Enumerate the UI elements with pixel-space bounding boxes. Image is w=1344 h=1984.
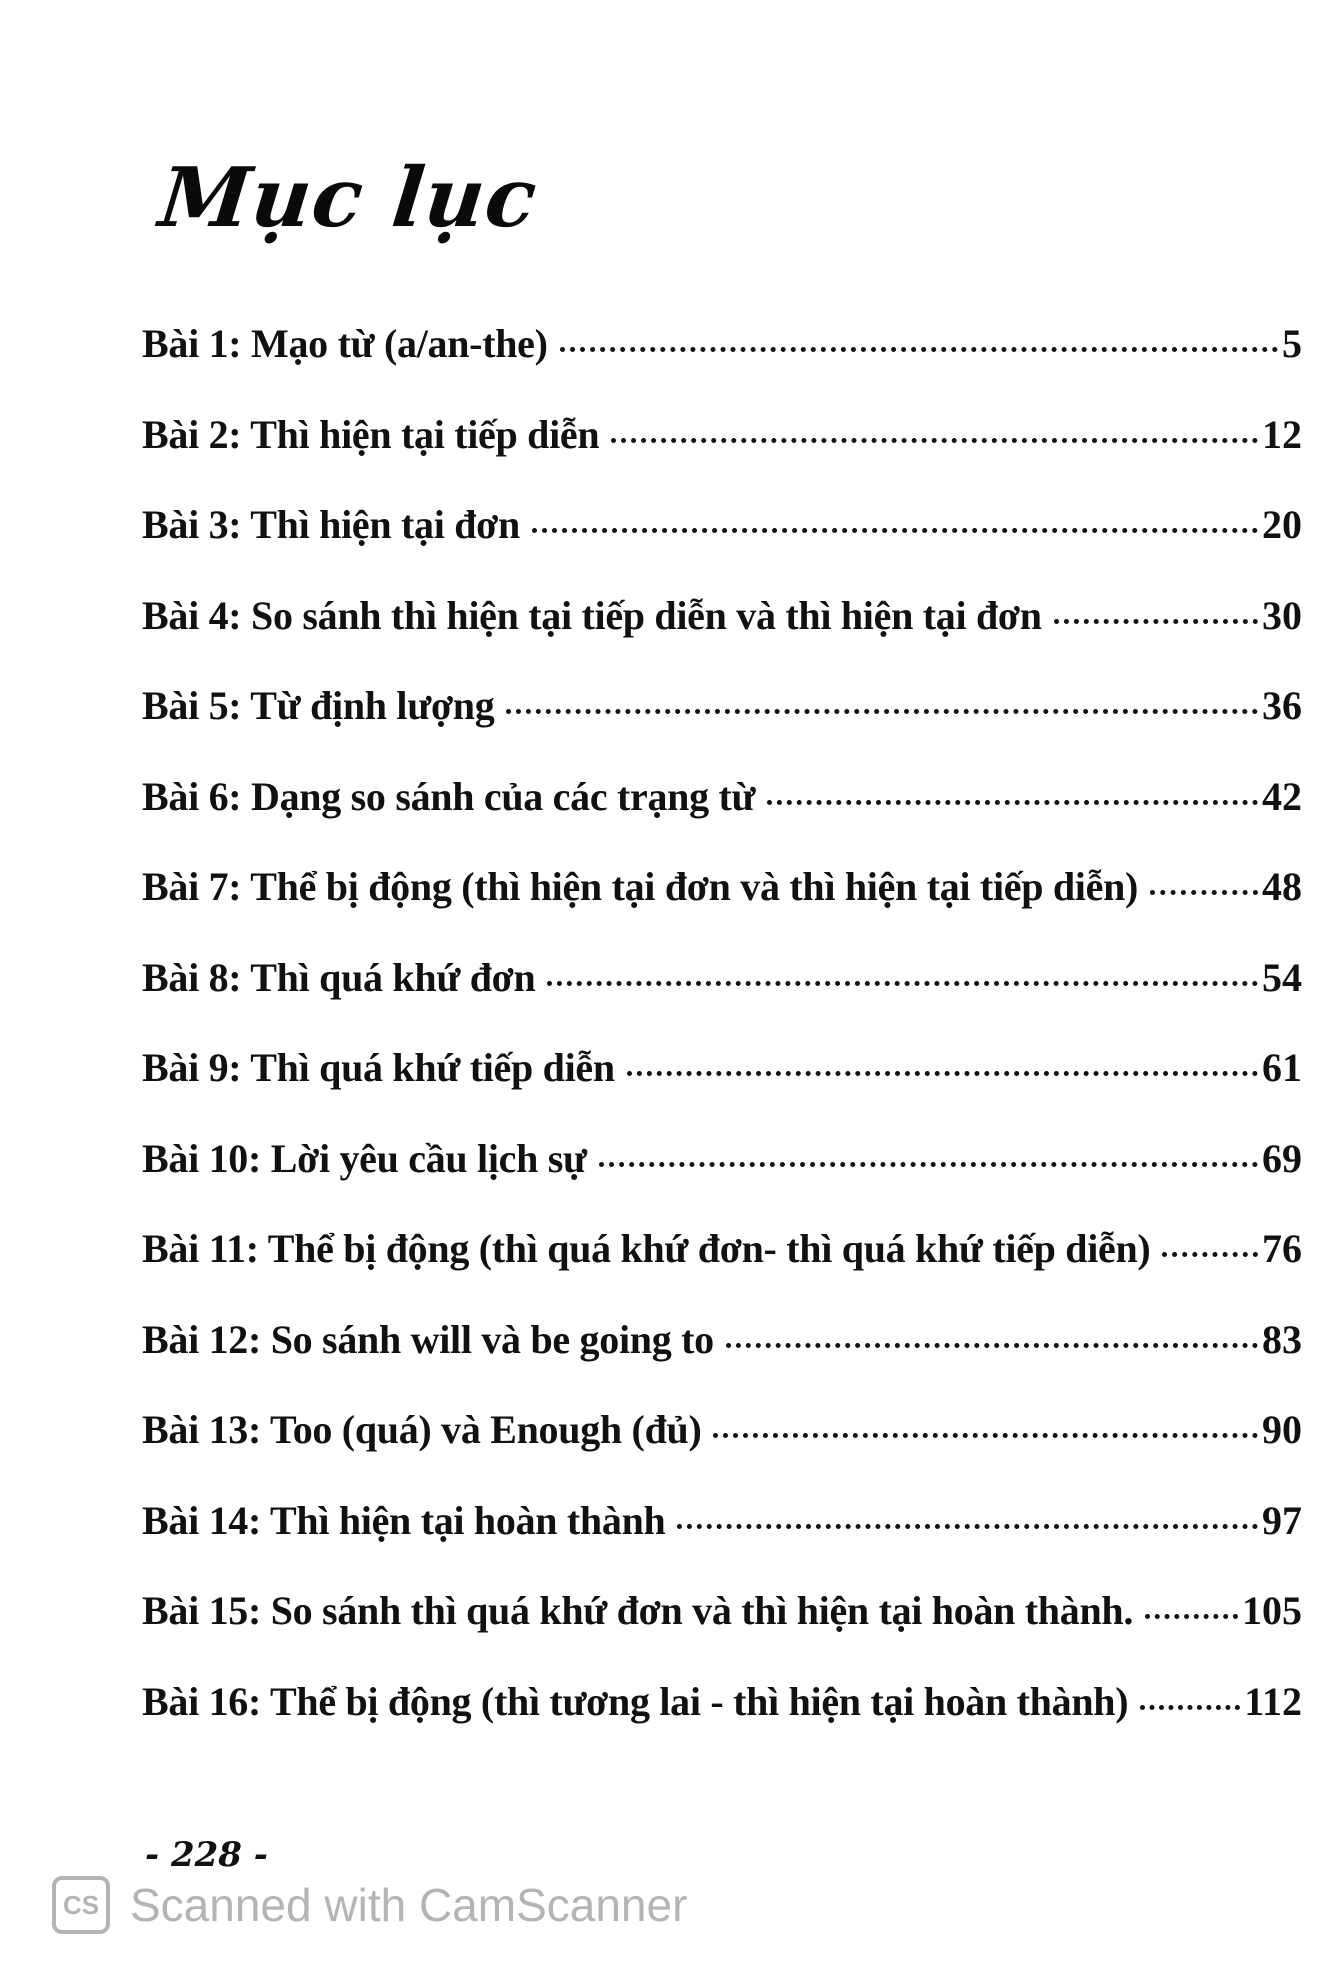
toc-entry-page: 30: [1262, 592, 1302, 638]
toc-entry: [142, 1587, 1302, 1678]
toc-entry-label: Bài 16: Thể bị động (thì tương lai - thì hiện tại hoàn thành): [142, 1678, 1129, 1724]
toc-entry: [142, 501, 1302, 592]
dot-leader: [560, 347, 1278, 352]
toc-entry-label: Bài 6: Dạng so sánh của các trạng từ: [142, 773, 756, 819]
watermark-text: Scanned with CamScanner: [130, 1879, 688, 1931]
toc-entry: [142, 682, 1302, 773]
toc-entry-label: Bài 15: So sánh thì quá khứ đơn và thì hiện tại hoàn thành.: [142, 1588, 1134, 1633]
toc-entry: [142, 954, 1302, 1045]
toc-entry-label: Bài 5: Từ định lượng: [142, 683, 495, 728]
dot-leader: [713, 1433, 1258, 1438]
dot-leader: [547, 981, 1258, 986]
page-number: - 228 -: [145, 1835, 268, 1875]
toc-entry: [142, 1225, 1302, 1316]
toc-entry-page: 97: [1262, 1497, 1302, 1543]
toc-entry: [142, 411, 1302, 502]
page-title: Mục lục: [154, 150, 542, 246]
dot-leader: [1140, 1705, 1240, 1710]
toc-entry: [142, 592, 1302, 683]
toc-entry-label: Bài 8: Thì quá khứ đơn: [142, 954, 536, 1000]
dot-leader: [767, 800, 1258, 805]
dot-leader: [1054, 619, 1258, 624]
toc-entry: [142, 1497, 1302, 1588]
camscanner-watermark: [52, 1876, 687, 1934]
toc-entry: [142, 863, 1302, 954]
toc-entry-page: 5: [1282, 321, 1302, 366]
toc-entry: [142, 320, 1302, 411]
dot-leader: [532, 528, 1258, 533]
dot-leader: [611, 438, 1258, 443]
toc-entry-page: 54: [1262, 954, 1302, 1000]
toc-entry-label: Bài 10: Lời yêu cầu lịch sự: [142, 1135, 587, 1181]
toc-entry-page: 112: [1244, 1678, 1302, 1724]
toc-entry-page: 36: [1262, 683, 1302, 728]
toc-entry-label: Bài 4: So sánh thì hiện tại tiếp diễn và thì hiện tại đơn: [142, 592, 1042, 638]
toc-entry-page: 83: [1262, 1316, 1302, 1362]
toc-entry-page: 12: [1262, 411, 1302, 457]
toc-entry: [142, 1678, 1302, 1769]
toc-entry: [142, 1316, 1302, 1407]
toc-entry-label: Bài 12: So sánh will và be going to: [142, 1316, 714, 1362]
dot-leader: [726, 1343, 1258, 1348]
toc-entry-page: 90: [1262, 1407, 1302, 1452]
dot-leader: [627, 1071, 1258, 1076]
toc-entry-page: 20: [1262, 502, 1302, 547]
dot-leader: [1162, 1252, 1258, 1257]
dot-leader: [1150, 890, 1258, 895]
toc-entry: [142, 1406, 1302, 1497]
toc-entry-page: 42: [1262, 773, 1302, 819]
toc-entry-label: Bài 2: Thì hiện tại tiếp diễn: [142, 411, 600, 457]
toc-entry-label: Bài 1: Mạo từ (a/an-the): [142, 321, 548, 366]
toc-entry: [142, 1044, 1302, 1135]
dot-leader: [1145, 1614, 1238, 1619]
toc-entry-label: Bài 13: Too (quá) và Enough (đủ): [142, 1407, 702, 1452]
toc-entry-label: Bài 3: Thì hiện tại đơn: [142, 502, 520, 547]
dot-leader: [599, 1162, 1258, 1167]
toc-entry-label: Bài 7: Thể bị động (thì hiện tại đơn và thì hiện tại tiếp diễn): [142, 864, 1139, 909]
toc-entry-page: 105: [1242, 1588, 1302, 1633]
toc-entry-page: 76: [1262, 1226, 1302, 1271]
toc-entry-page: 48: [1262, 864, 1302, 909]
toc-entry: [142, 773, 1302, 864]
toc-entry-label: Bài 9: Thì quá khứ tiếp diễn: [142, 1045, 615, 1090]
dot-leader: [677, 1524, 1258, 1529]
camscanner-logo-icon: CS: [52, 1876, 110, 1934]
dot-leader: [506, 709, 1258, 714]
toc-entry-label: Bài 14: Thì hiện tại hoàn thành: [142, 1497, 666, 1543]
toc-entry-label: Bài 11: Thể bị động (thì quá khứ đơn- thì quá khứ tiếp diễn): [142, 1226, 1151, 1271]
toc-entry-page: 69: [1262, 1135, 1302, 1181]
table-of-contents: [142, 320, 1302, 1768]
toc-entry-page: 61: [1262, 1045, 1302, 1090]
toc-entry: [142, 1135, 1302, 1226]
